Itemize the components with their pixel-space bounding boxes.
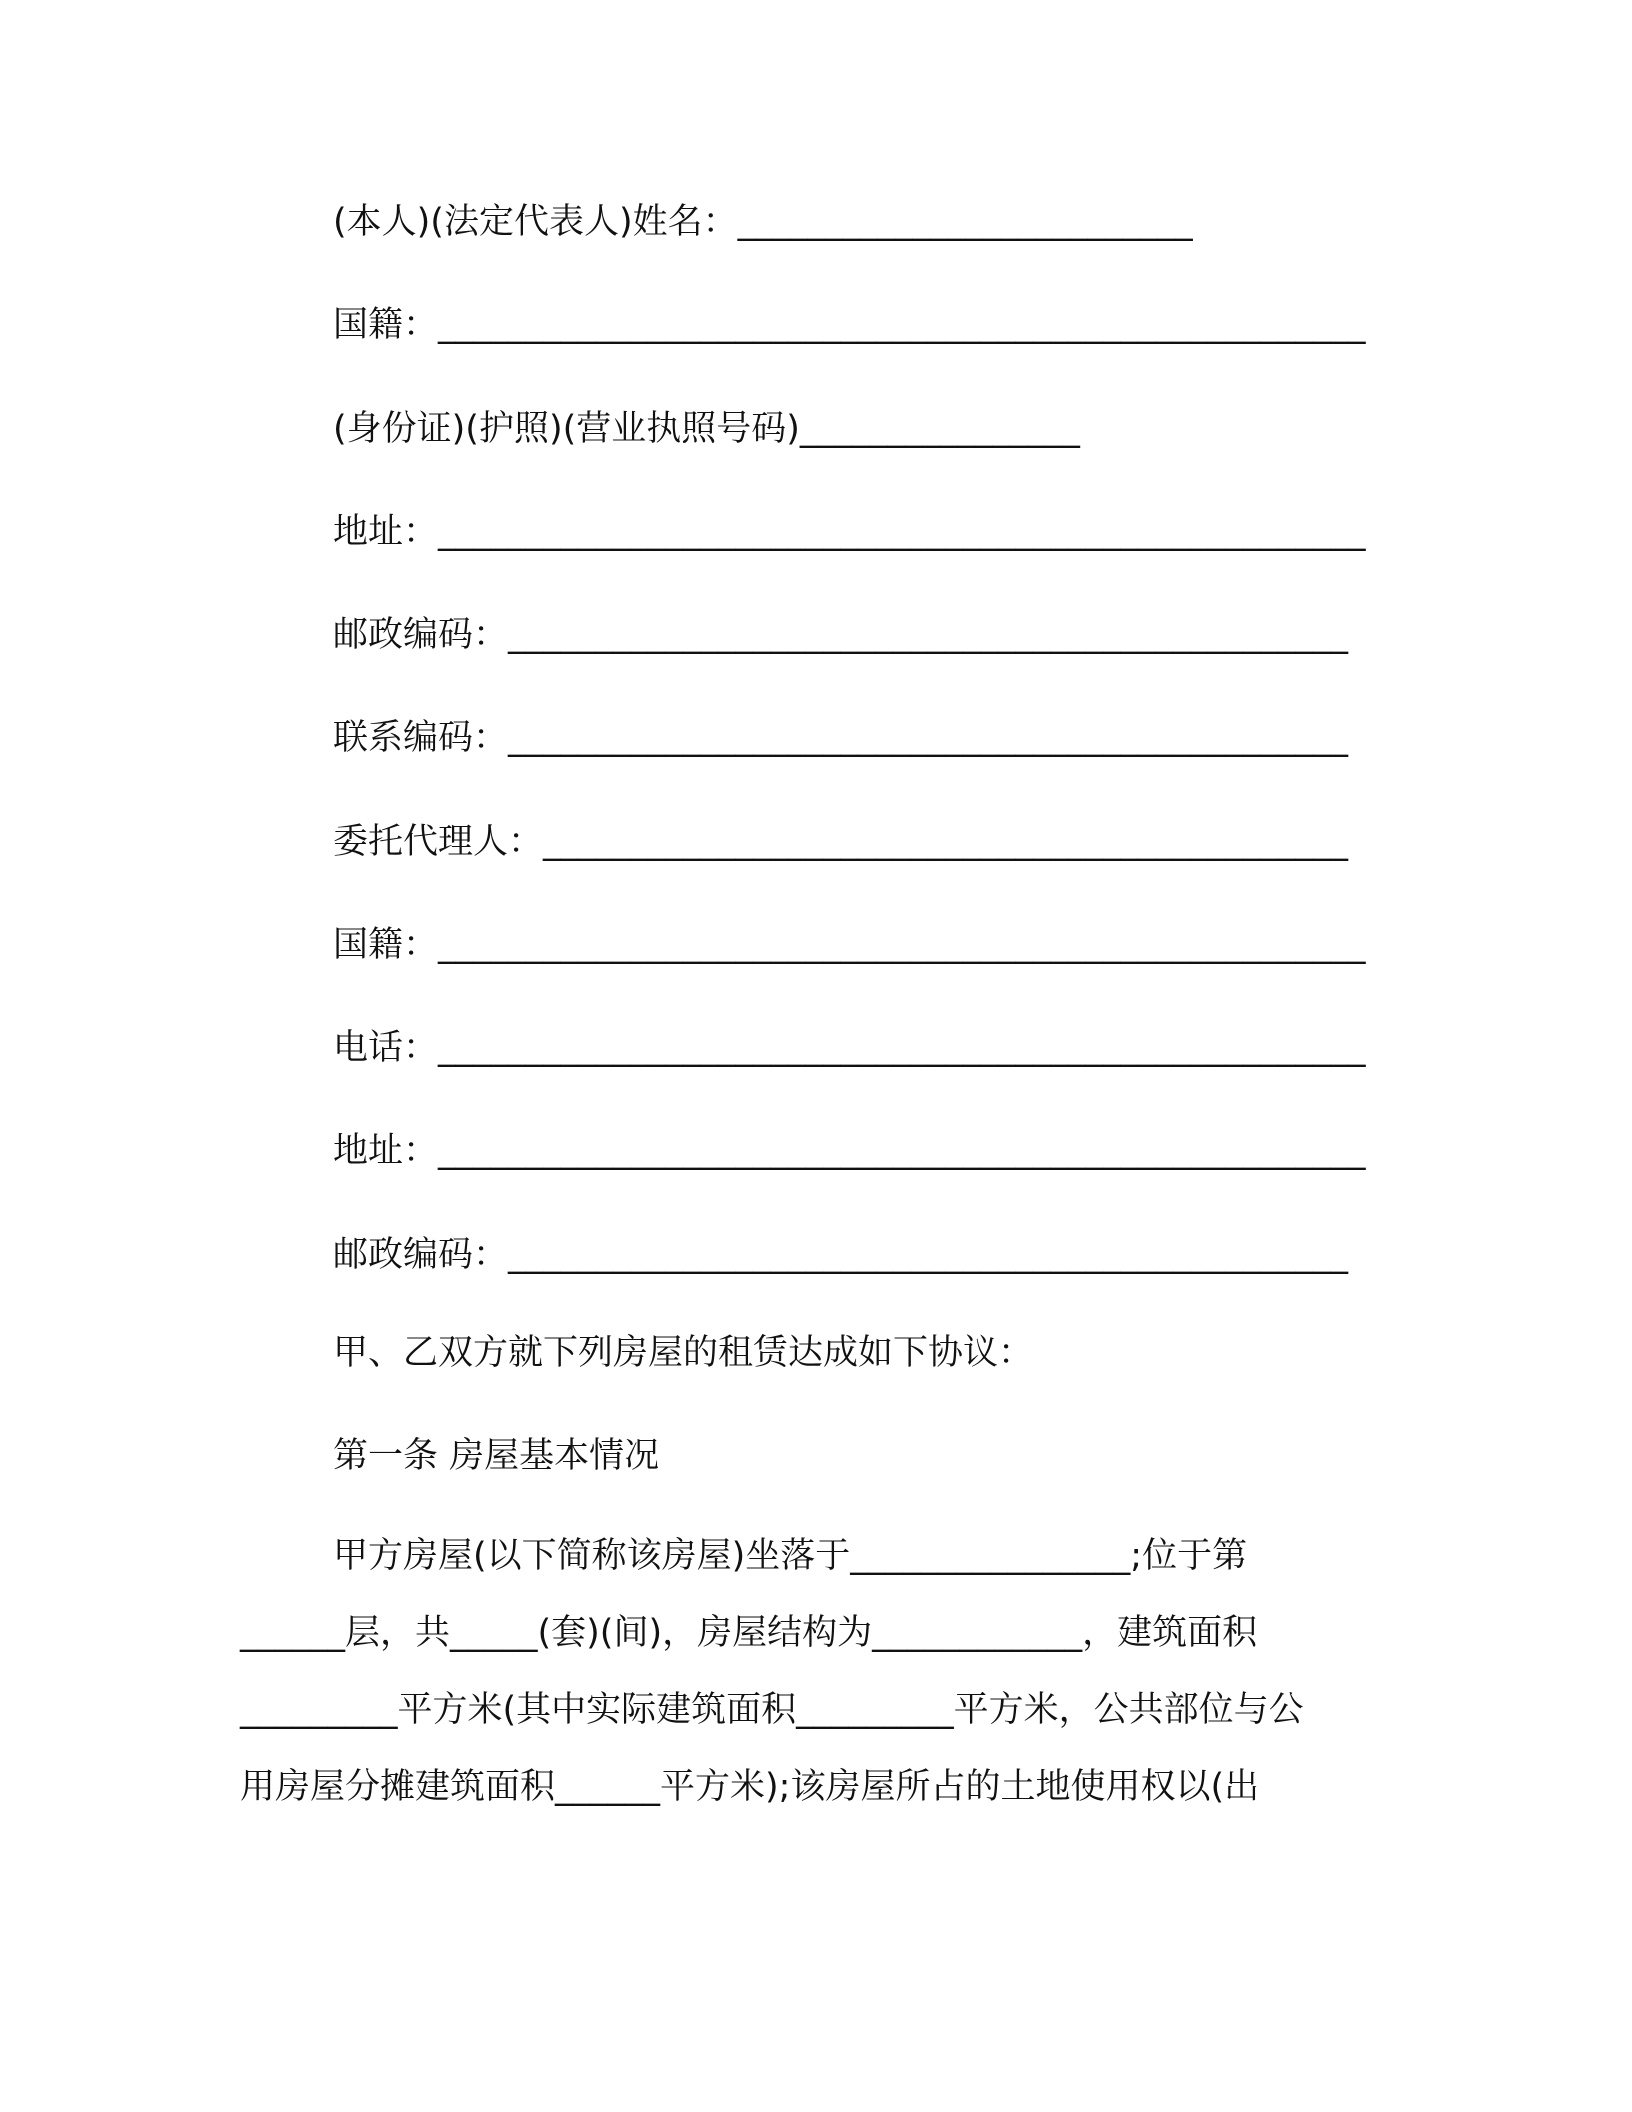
article-body-line: 用房屋分摊建筑面积______平方米);该房屋所占的土地使用权以(出 bbox=[240, 1767, 1260, 1807]
field-phone: 电话：_____________________________________________________ bbox=[333, 1028, 1366, 1068]
field-address: 地址：_____________________________________________________ bbox=[333, 512, 1366, 552]
field-agent-postal-code: 邮政编码：________________________________________________ bbox=[333, 1235, 1349, 1275]
field-agent-address: 地址：_____________________________________________________ bbox=[333, 1131, 1366, 1171]
field-id-number: (身份证)(护照)(营业执照号码)________________ bbox=[333, 409, 1080, 449]
field-agent-nationality: 国籍：_____________________________________________________ bbox=[333, 925, 1366, 965]
article-body-line: ______层，共_____(套)(间)，房屋结构为____________，建筑面积 bbox=[240, 1613, 1258, 1653]
article-body-line: 甲方房屋(以下简称该房屋)坐落于________________;位于第 bbox=[333, 1536, 1248, 1576]
field-name: (本人)(法定代表人)姓名：__________________________ bbox=[333, 202, 1193, 242]
field-nationality: 国籍：_____________________________________________________ bbox=[333, 305, 1366, 345]
field-contact-code: 联系编码：________________________________________________ bbox=[333, 718, 1349, 758]
field-agent: 委托代理人：______________________________________________ bbox=[333, 822, 1349, 862]
article-body bbox=[240, 1518, 1370, 1826]
article-title: 第一条 房屋基本情况 bbox=[333, 1436, 660, 1476]
agreement-intro: 甲、乙双方就下列房屋的租赁达成如下协议： bbox=[333, 1333, 1034, 1373]
article-body-line: _________平方米(其中实际建筑面积_________平方米，公共部位与公 bbox=[240, 1690, 1304, 1730]
field-postal-code: 邮政编码：________________________________________________ bbox=[333, 615, 1349, 655]
